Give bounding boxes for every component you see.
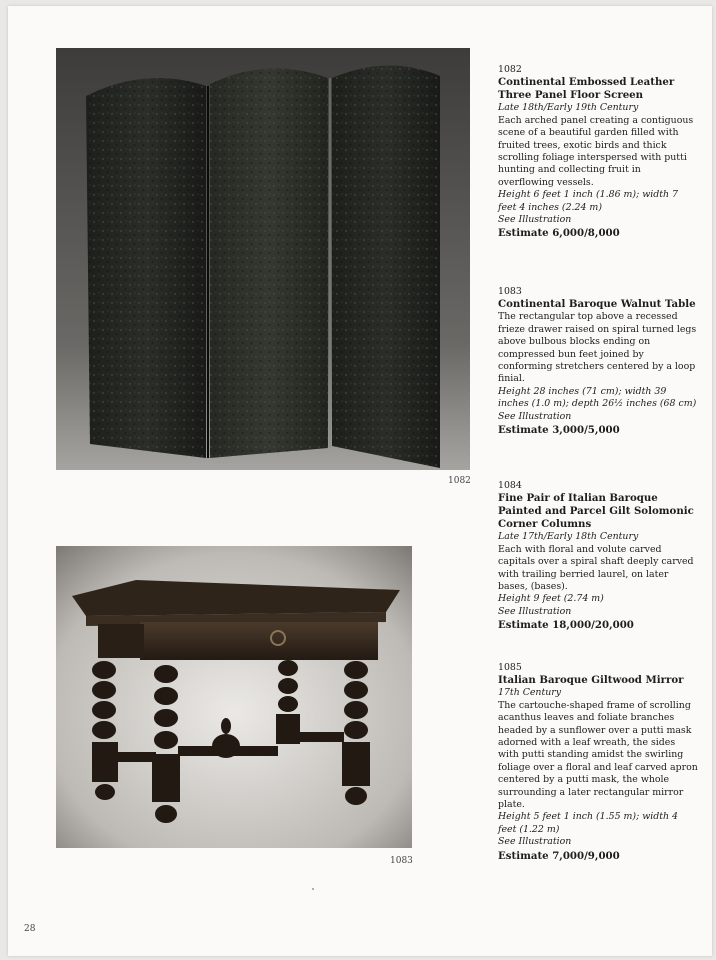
lot-1082 (498, 64, 698, 240)
lot-estimate: Estimate 7,000/9,000 (498, 849, 620, 862)
lot-number: 1084 (498, 480, 522, 491)
lot-1084 (498, 480, 698, 632)
lot-date: Late 17th/Early 18th Century (498, 531, 639, 543)
floor-screen-photo (56, 48, 470, 470)
lot-date: 17th Century (498, 687, 562, 699)
lot-illustration-note: See Illustration (498, 605, 572, 617)
lot-illustration-note: See Illustration (498, 214, 572, 226)
figure-caption-1082: 1082 (448, 476, 471, 486)
lot-1083 (498, 286, 698, 436)
lot-dimensions: Height 6 feet 1 inch (1.86 m); width 7 feet 4 inches (2.24 m) (498, 189, 678, 213)
lot-dimensions: Height 5 feet 1 inch (1.55 m); width 4 feet (1.22 m) (498, 811, 678, 835)
walnut-table-photo (56, 546, 412, 848)
floor-screen-image (56, 48, 470, 470)
page-number: 28 (24, 924, 36, 934)
lot-description: The rectangular top above a recessed frieze drawer raised on spiral turned legs above bulbous blocks ending on compressed bun feet joined by conforming stretchers centered by a loop finial. (498, 311, 697, 385)
lot-title: Continental Baroque Walnut Table (498, 298, 696, 311)
lot-number: 1082 (498, 64, 522, 75)
lot-illustration-note: See Illustration (498, 836, 572, 848)
lot-date: Late 18th/Early 19th Century (498, 102, 639, 114)
lot-1085 (498, 662, 698, 862)
lot-illustration-note: See Illustration (498, 410, 572, 422)
lot-title: Fine Pair of Italian Baroque Painted and Parcel Gilt Solomonic Corner Columns (498, 492, 694, 531)
catalog-page (8, 6, 712, 956)
lot-title: Continental Embossed Leather Three Panel Floor Screen (498, 76, 675, 102)
lot-estimate: Estimate 6,000/8,000 (498, 227, 620, 240)
walnut-table-image (56, 546, 412, 848)
lot-description: The cartouche-shaped frame of scrolling acanthus leaves and foliate branches headed by a sunflower over a putti mask adorned with a leaf wreath, the sides with putti standing amidst the swirling foliage over a floral and leaf carved apron centered by a putti mask, the whole surrounding a later rectangular mirror plate. (498, 699, 698, 811)
lot-number: 1083 (498, 286, 522, 297)
lot-number: 1085 (498, 662, 522, 673)
lot-dimensions: Height 9 feet (2.74 m) (498, 593, 604, 605)
page-mark (312, 888, 314, 890)
lot-description: Each with floral and volute carved capitals over a spiral shaft deeply carved with trailing berried laurel, on later bases, (bases). (498, 543, 694, 593)
lot-description: Each arched panel creating a contiguous scene of a beautiful garden filled with fruited trees, exotic birds and thick scrolling foliage interspersed with putti hunting and collecting fruit in overflowing vessels. (498, 114, 694, 188)
lot-estimate: Estimate 3,000/5,000 (498, 424, 620, 437)
lot-estimate: Estimate 18,000/20,000 (498, 619, 634, 632)
lot-dimensions: Height 28 inches (71 cm); width 39 inches (1.0 m); depth 26½ inches (68 cm) (498, 385, 697, 410)
figure-caption-1083: 1083 (390, 856, 413, 866)
lot-title: Italian Baroque Giltwood Mirror (498, 674, 684, 687)
